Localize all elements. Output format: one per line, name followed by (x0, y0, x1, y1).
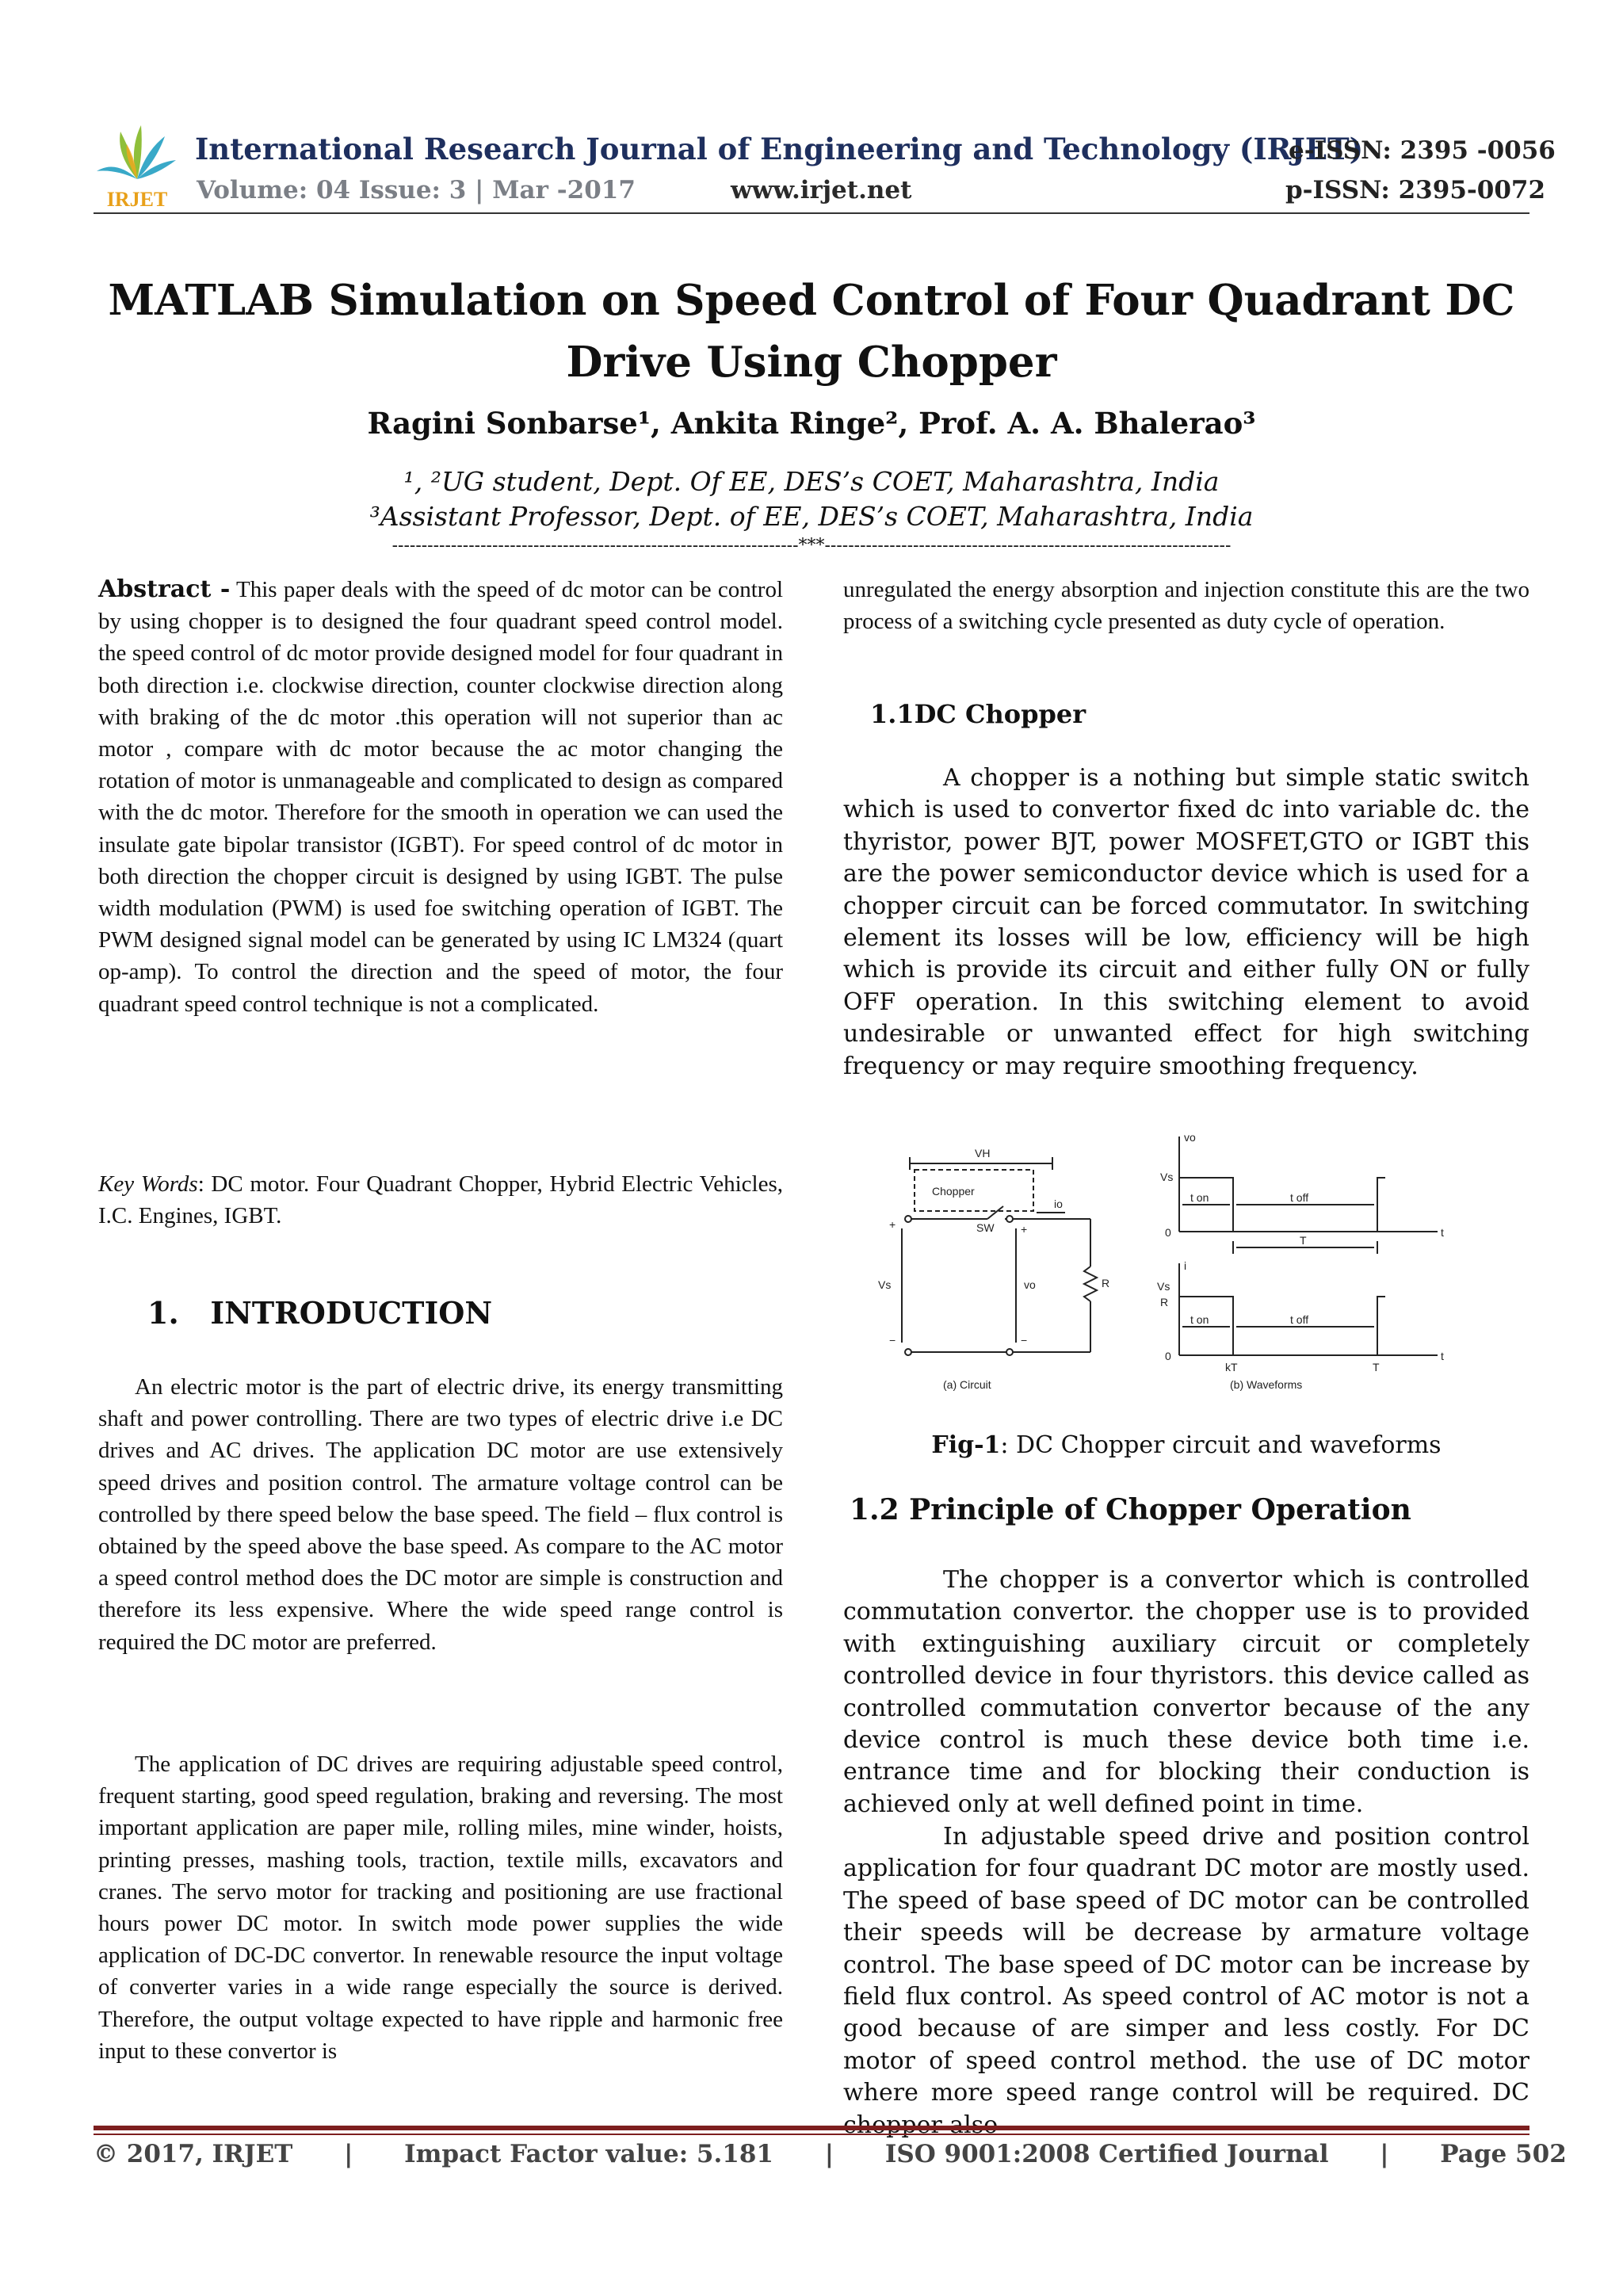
footer-sep: | (824, 2140, 834, 2168)
plus-right: + (1021, 1223, 1028, 1236)
keywords-label: Key Words (98, 1171, 198, 1197)
volume-issue: Volume: 04 Issue: 3 | Mar -2017 (197, 176, 636, 204)
chopper-label: Chopper (932, 1185, 975, 1198)
footer-rule-thin (94, 2134, 1529, 2135)
vs-label: Vs (878, 1278, 892, 1291)
zero-top: 0 (1165, 1226, 1171, 1239)
intro-paragraph-2: The application of DC drives are requiring adjustable speed control, frequent starting, good speed regulation, braking and reversing. The most important application are paper mile, rolling miles, mine winder, hoists, printing presses, mashing tools, traction, textile mills, excavators and cranes. The servo motor for tracking and positioning are use fractional hours power DC motor. In switch mode power supplies the wide application of DC-DC convertor. In renewable resource the input voltage of converter varies in a wide range especially the source is derived. Therefore, the output voltage expected to have ripple and harmonic free input to these convertor is (98, 1752, 783, 2064)
circuit-diagram (902, 1157, 1097, 1355)
footer-iso: ISO 9001:2008 Certified Journal (884, 2140, 1329, 2168)
footer-rule-thick (94, 2126, 1529, 2130)
e-issn: e-ISSN: 2395 -0056 (1289, 136, 1556, 165)
r-label: R (1102, 1277, 1110, 1289)
paper-title: MATLAB Simulation on Speed Control of Four Quadrant DC Drive Using Chopper (108, 276, 1515, 387)
principle-paragraph-1: The chopper is a convertor which is controlled commutation convertor. the chopper use is to provided with extinguishing auxiliary circuit or completely controlled device in four thyristors. this device called as controlled commutation convertor because of the any device control is much these device both time i.e. entrance time and for blocking their conduction is achieved only at well defined point in time. (843, 1566, 1529, 1818)
i-pulse-2 (1377, 1297, 1385, 1355)
figure-dc-chopper (870, 1130, 1453, 1401)
i-axis-label: i (1184, 1259, 1187, 1272)
intro-paragraph-1: An electric motor is the part of electric drive, its energy transmitting shaft and power controlling. There are two types of electric drive i.e DC drives and AC drives. The application DC motor are use extensively speed drives and position control. The armature voltage control can be controlled by there speed below the base speed. The field – flux control is obtained by the speed above the base speed. As compare to the AC motor a speed control method does the DC motor are simple is construction and therefore its less expensive. Where the wide speed range control is required the DC motor are preferred. (98, 1374, 783, 1655)
plus-left: + (889, 1218, 896, 1231)
toff-top: t off (1290, 1191, 1309, 1204)
figure-label: Fig-1 (931, 1431, 1001, 1459)
footer-copyright: © 2017, IRJET (94, 2140, 293, 2168)
vo-axis-label: vo (1184, 1131, 1196, 1144)
section-heading-dc-chopper: 1.1DC Chopper (870, 699, 1086, 729)
footer (94, 2140, 1567, 2168)
abstract (98, 574, 783, 1020)
ton-bottom: t on (1190, 1313, 1209, 1326)
paper-authors: Ragini Sonbarse¹, Ankita Ringe², Prof. A. A. Bhalerao³ (367, 406, 1256, 441)
t-bottom: t (1441, 1350, 1444, 1362)
sw-label: SW (976, 1221, 995, 1234)
right-column-continuation: unregulated the energy absorption and injection constitute this are the two process of a switching cycle presented as duty cycle of operation. (843, 577, 1529, 635)
period-label: T (1300, 1234, 1307, 1247)
vs-over-r-den: R (1160, 1296, 1169, 1308)
footer-sep: | (344, 2140, 353, 2168)
section-separator: ---------------------------------------------------------------------***--------------------------------------------------------------------- (391, 536, 1232, 556)
dc-chopper-paragraph: A chopper is a nothing but simple static switch which is used to convertor fixed dc into variable dc. the thyristor, power BJT, power MOSFET,GTO or IGBT this are the power semiconductor device which is used for a chopper circuit can be forced commutator. In switching element its losses will be low, efficiency will be high which is provide its circuit and either fully ON or fully OFF operation. In this switching element to avoid undesirable or unwanted effect for high switching frequency or may require smoothing frequency. (843, 764, 1529, 1080)
minus-left: − (889, 1334, 896, 1347)
footer-page: Page 502 (1440, 2140, 1567, 2168)
io-label: io (1054, 1198, 1063, 1210)
t-period-bottom: T (1373, 1361, 1380, 1373)
section-heading-principle: 1.2 Principle of Chopper Operation (850, 1493, 1411, 1526)
waveform-caption: (b) Waveforms (1230, 1378, 1303, 1391)
toff-bottom: t off (1290, 1313, 1309, 1326)
header-divider (94, 212, 1529, 214)
keywords (98, 1168, 783, 1232)
kt-label: kT (1225, 1361, 1238, 1373)
vo-label: vo (1024, 1278, 1036, 1291)
affiliation-students: ¹, ²UG student, Dept. Of EE, DES’s COET, Maharashtra, India (403, 466, 1220, 497)
logo-wordmark: IRJET (106, 188, 168, 211)
t-top: t (1441, 1226, 1444, 1239)
figure-caption-text: : DC Chopper circuit and waveforms (1000, 1431, 1442, 1459)
circuit-caption: (a) Circuit (943, 1378, 991, 1391)
vh-label: VH (975, 1147, 991, 1159)
vs-over-r-num: Vs (1157, 1280, 1170, 1293)
zero-bottom: 0 (1165, 1350, 1171, 1362)
abstract-label: Abstract - (98, 575, 231, 603)
footer-sep: | (1380, 2140, 1389, 2168)
vs-level-label: Vs (1160, 1171, 1174, 1183)
resistor-r (1084, 1266, 1097, 1301)
minus-right: − (1021, 1334, 1028, 1347)
affiliation-professor: ³Assistant Professor, Dept. of EE, DES’s COET, Maharashtra, India (369, 501, 1254, 532)
figure-caption (843, 1431, 1529, 1459)
switch-sw (987, 1206, 1003, 1219)
p-issn: p-ISSN: 2395-0072 (1285, 176, 1546, 204)
abstract-text: This paper deals with the speed of dc motor can be control by using chopper is to designed the four quadrant speed control model. the speed control of dc motor provide designed model for four quadrant in both direction i.e. clockwise direction, counter clockwise direction along with braking of the dc motor .this operation will not superior than ac motor , compare with dc motor because the ac motor changing the rotation of motor is unmanageable and complicated to design as compared with the dc motor. Therefore for the smooth in operation we can used the insulate gate bipolar transistor (IGBT). For speed control of dc motor in both direction the chopper circuit is designed by using IGBT. The pulse width modulation (PWM) is used foe switching operation of IGBT. The PWM designed signal model can be generated by using IC LM324 (quart op-amp). To control the direction and the speed of motor, the four quadrant speed control technique is not a complicated. (98, 577, 784, 1017)
keywords-text: : DC motor. Four Quadrant Chopper, Hybrid Electric Vehicles, I.C. Engines, IGBT. (98, 1171, 783, 1229)
journal-website-link[interactable]: www.irjet.net (731, 176, 912, 204)
section-heading-introduction: 1. INTRODUCTION (147, 1295, 493, 1331)
journal-name: International Research Journal of Engineering and Technology (IRJET) (195, 132, 1364, 166)
irjet-logo (94, 117, 181, 212)
vo-pulse-2 (1377, 1178, 1385, 1232)
ton-top: t on (1190, 1191, 1209, 1204)
footer-impact: Impact Factor value: 5.181 (404, 2140, 774, 2168)
principle-paragraph-2: In adjustable speed drive and position control application for four quadrant DC motor are mostly used. The speed of base speed of DC motor can be controlled their speeds will be decrease by armature voltage control. The base speed of DC motor can be increase by field flux control. As speed control of AC motor is not a good because of are simper and less costly. For DC motor of speed control method. the use of DC motor where more speed range control will be required. DC chopper also (843, 1823, 1529, 2139)
